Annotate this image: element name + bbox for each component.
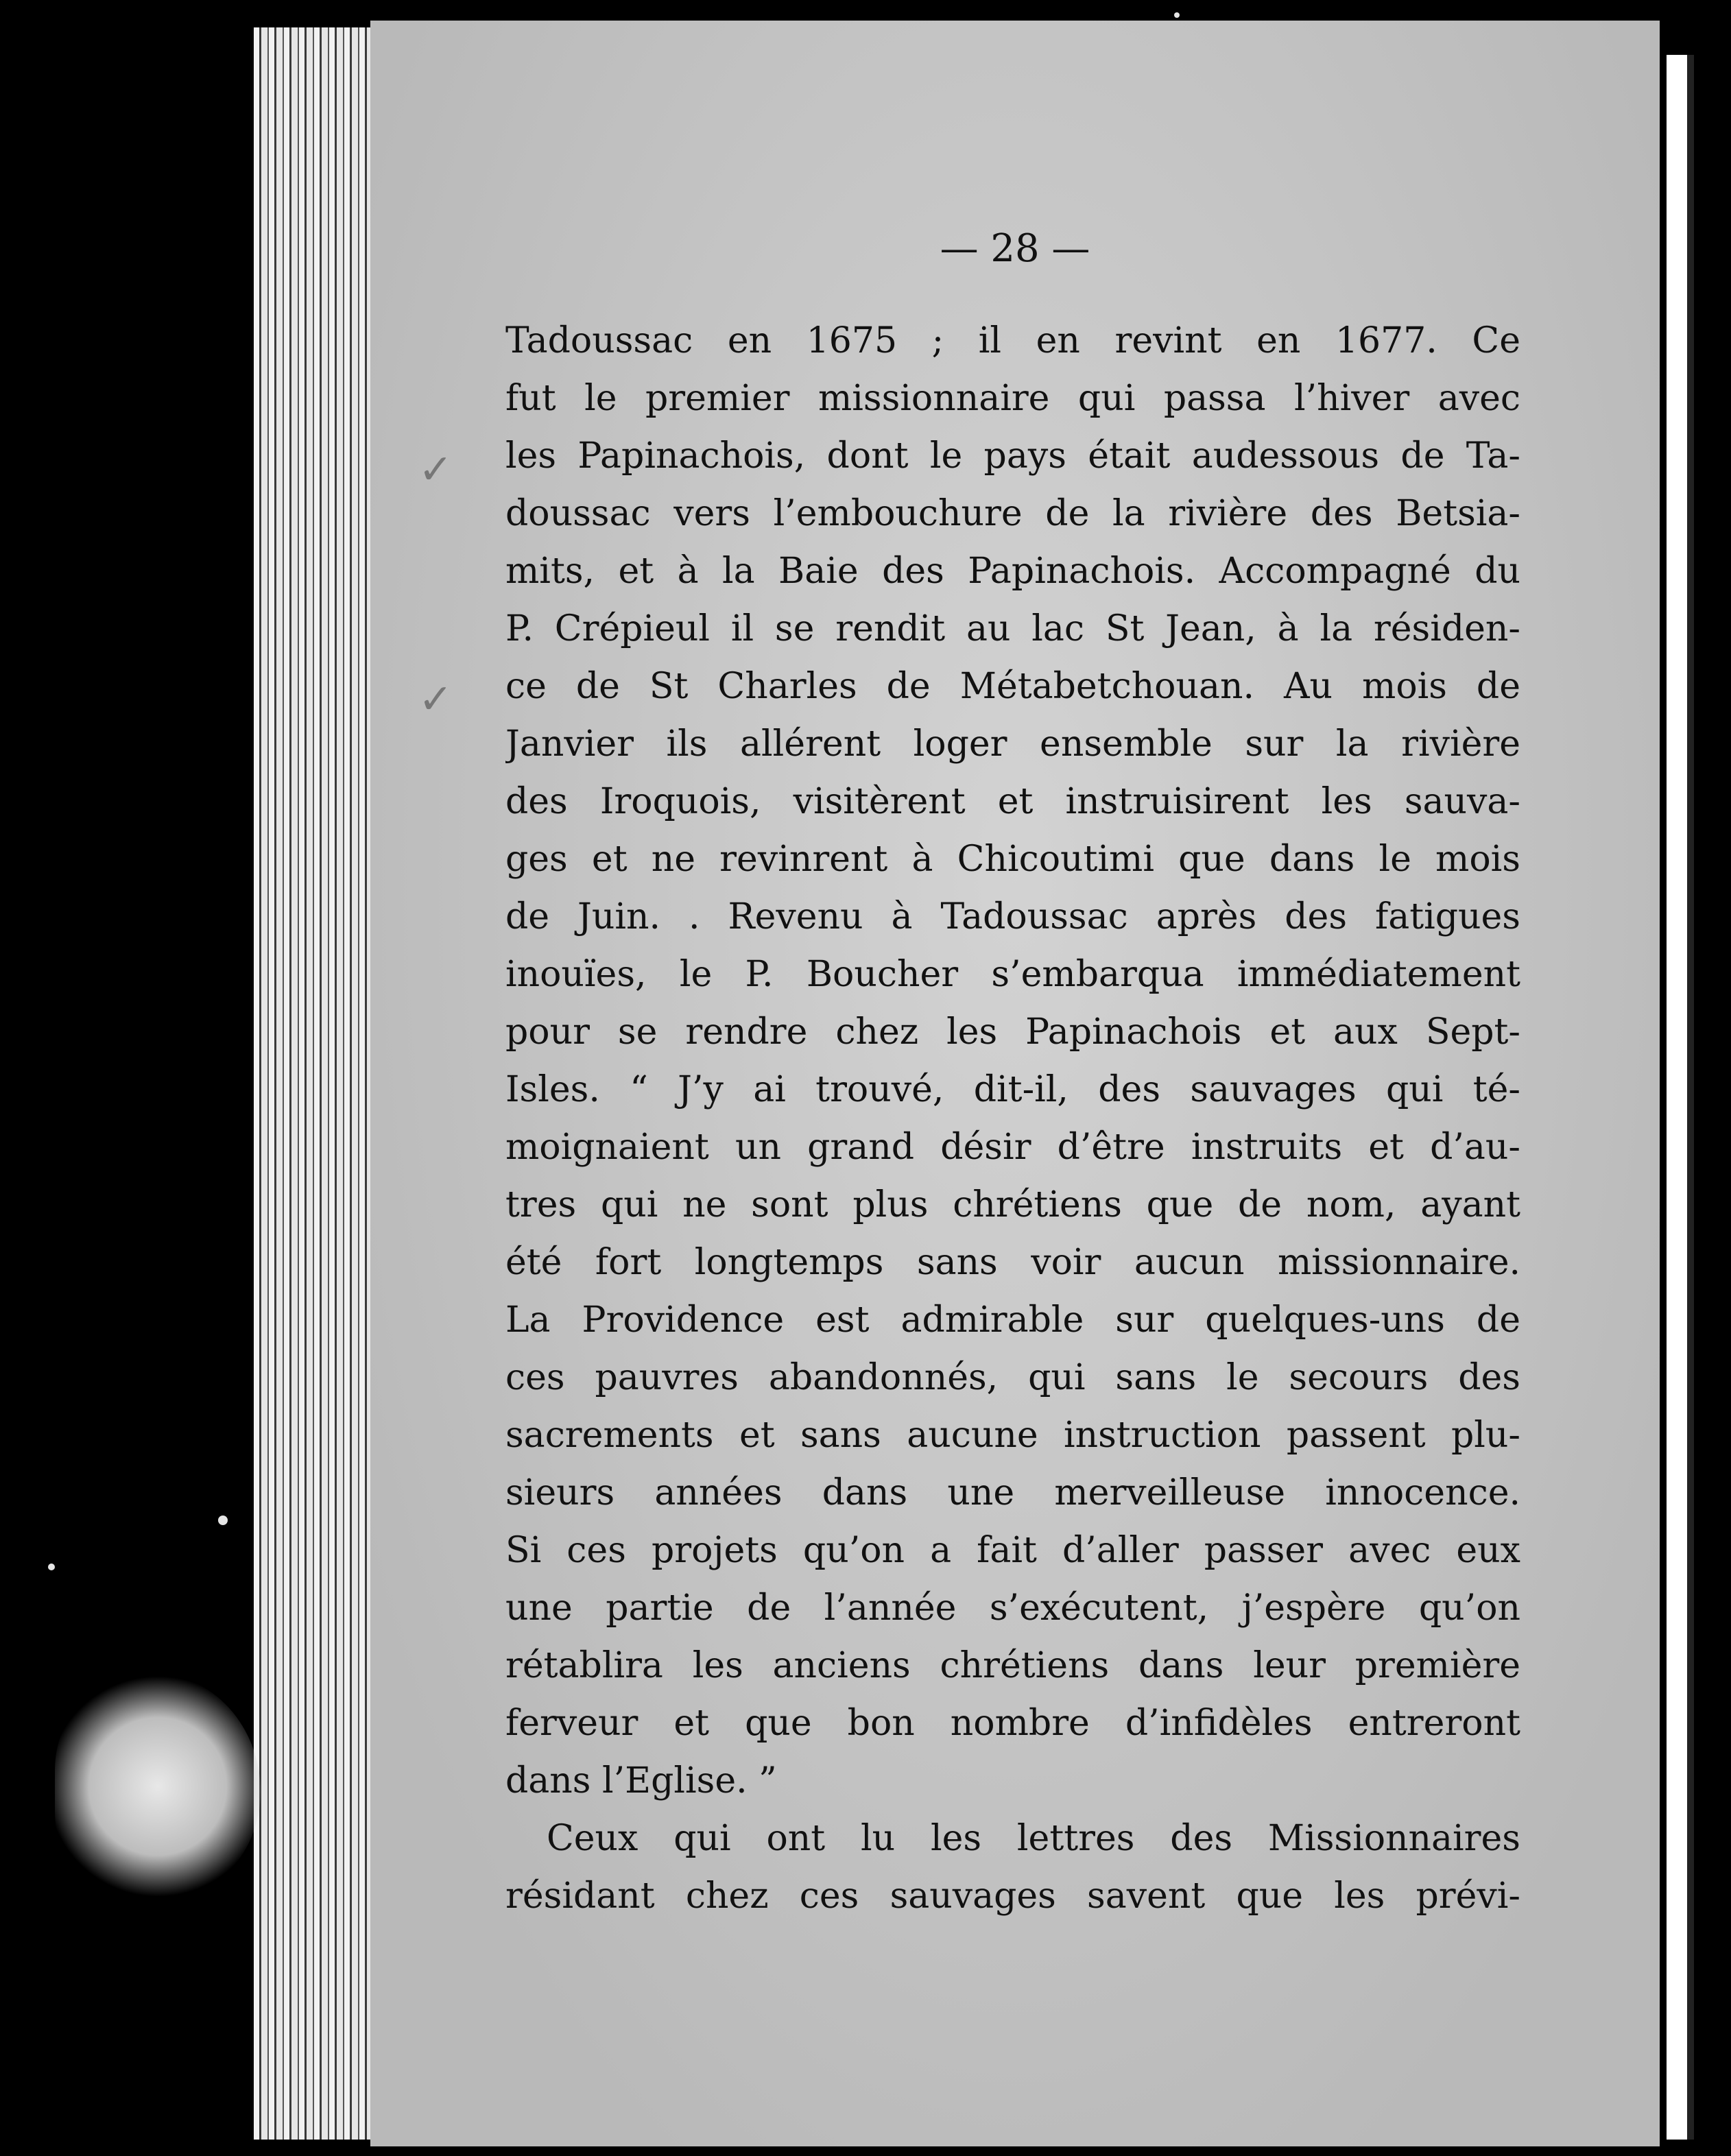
text-line: une partie de l’année s’exécutent, j’espère qu’on xyxy=(505,1588,1520,1629)
text-line: ces pauvres abandonnés, qui sans le secours des xyxy=(505,1357,1520,1398)
text-line: ges et ne revinrent à Chicoutimi que dans le mois xyxy=(505,839,1520,880)
text-line: sieurs années dans une merveilleuse innocence. xyxy=(505,1472,1520,1513)
text-line: P. Crépieul il se rendit au lac St Jean, à la résiden- xyxy=(505,608,1520,649)
text-line: mits, et à la Baie des Papinachois. Accompagné du xyxy=(505,551,1520,592)
text-line: inouïes, le P. Boucher s’embarqua immédiatement xyxy=(505,954,1520,995)
dust-speck xyxy=(48,1564,55,1570)
text-line: ce de St Charles de Métabetchouan. Au mois de xyxy=(505,666,1520,707)
text-line: pour se rendre chez les Papinachois et aux Sept- xyxy=(505,1011,1520,1053)
text-line: tres qui ne sont plus chrétiens que de nom, ayant xyxy=(505,1184,1520,1225)
text-line: les Papinachois, dont le pays était audessous de Ta- xyxy=(505,435,1520,477)
page-number: — 28 — xyxy=(940,226,1090,271)
dust-speck xyxy=(1174,12,1180,18)
text-line: sacrements et sans aucune instruction passent plu- xyxy=(505,1415,1520,1456)
facing-page-edge xyxy=(1667,55,1694,2140)
text-line: ferveur et que bon nombre d’infidèles entreront xyxy=(505,1703,1520,1744)
text-line: des Iroquois, visitèrent et instruisirent les sauva- xyxy=(505,781,1520,822)
text-line: dans l’Eglise. ” xyxy=(505,1760,777,1801)
text-line: Janvier ils allérent loger ensemble sur la rivière xyxy=(505,723,1520,765)
body-text xyxy=(505,312,1520,1925)
text-line: été fort longtemps sans voir aucun missionnaire. xyxy=(505,1242,1520,1283)
text-line: moignaient un grand désir d’être instruits et d’au- xyxy=(505,1127,1520,1168)
stacked-page-edges xyxy=(254,27,377,2140)
scan-damage-blot xyxy=(55,1673,261,1900)
text-line: La Providence est admirable sur quelques-uns de xyxy=(505,1299,1520,1341)
text-line: doussac vers l’embouchure de la rivière des Betsia- xyxy=(505,493,1520,534)
text-line: rétablira les anciens chrétiens dans leur première xyxy=(505,1645,1520,1686)
text-line: fut le premier missionnaire qui passa l’hiver avec xyxy=(505,378,1520,419)
margin-check-mark: ✓ xyxy=(418,446,453,494)
text-line: Tadoussac en 1675 ; il en revint en 1677. Ce xyxy=(505,320,1520,361)
text-line: de Juin. . Revenu à Tadoussac après des fatigues xyxy=(505,896,1520,937)
text-line: résidant chez ces sauvages savent que les prévi- xyxy=(505,1876,1520,1917)
dust-speck xyxy=(218,1516,228,1525)
margin-check-mark: ✓ xyxy=(418,675,453,723)
text-line: Si ces projets qu’on a fait d’aller passer avec eux xyxy=(505,1530,1520,1571)
text-line: Isles. “ J’y ai trouvé, dit-il, des sauvages qui té- xyxy=(505,1069,1520,1110)
text-line: Ceux qui ont lu les lettres des Missionnaires xyxy=(547,1818,1520,1859)
